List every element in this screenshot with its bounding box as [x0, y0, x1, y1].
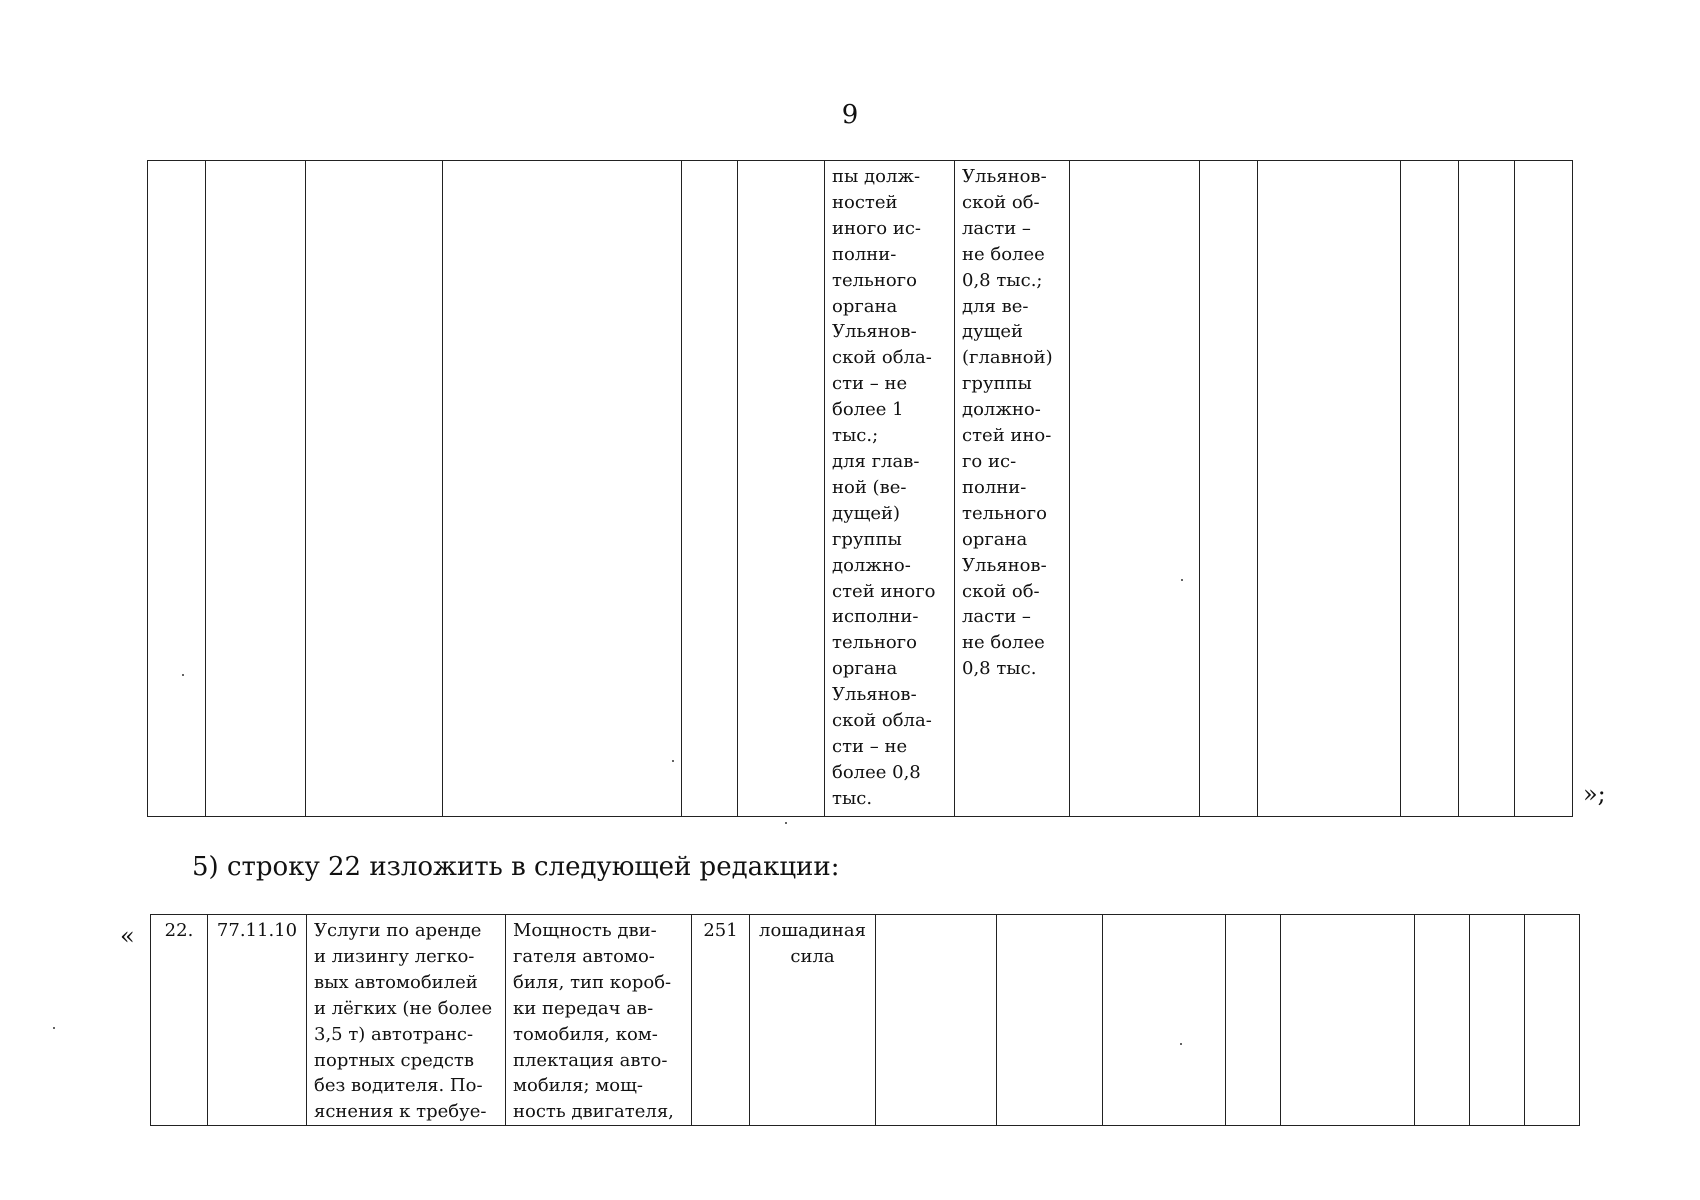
table-cell-region-limits: Ульянов- ской об- ласти – не более 0,8 тыс.; для ве- дущей (главной) группы должно- стей ино- го ис- полни- тельного органа Ульянов- ской об- ласти – не более 0,8 тыс. [955, 161, 1070, 817]
table-cell [206, 161, 306, 817]
table-row [151, 915, 1580, 1126]
table-cell [1258, 161, 1401, 817]
scan-speck [1180, 1043, 1182, 1045]
row-number-cell: 22. [151, 915, 208, 1126]
table-cell [1470, 915, 1525, 1126]
table-cell [1525, 915, 1580, 1126]
scan-speck [53, 1027, 55, 1029]
table-cell [1070, 161, 1200, 817]
table-cell [1415, 915, 1470, 1126]
characteristics-cell: Мощность дви- гателя автомо- биля, тип короб- ки передач ав- томобиля, ком- плектация авто- мобиля; мощ- ность двигателя, [506, 915, 692, 1126]
page-number: 9 [841, 100, 859, 130]
table-cell [1401, 161, 1459, 817]
scan-speck [182, 674, 184, 676]
service-name-cell: Услуги по аренде и лизингу легко- вых автомобилей и лёгких (не более 3,5 т) автотранс- портных средств без водителя. По- яснения к требуе- [307, 915, 506, 1126]
scan-speck [672, 760, 674, 762]
table-continuation [147, 160, 1573, 817]
table-cell-positions-limits: пы долж- ностей иного ис- полни- тельного органа Ульянов- ской обла- сти – не более 1 тыс.; для глав- ной (ве- дущей) группы должно- стей иного исполни- тельного органа Ульянов- ской обла- сти – не более 0,8 тыс. [825, 161, 955, 817]
opening-quote: « [120, 922, 135, 950]
table-cell [1459, 161, 1515, 817]
table-cell [1515, 161, 1573, 817]
amendment-instruction: 5) строку 22 изложить в следующей редакции: [192, 852, 840, 882]
table-cell [1200, 161, 1258, 817]
table-cell [997, 915, 1103, 1126]
table-cell [1103, 915, 1226, 1126]
scan-speck [1181, 579, 1183, 581]
scan-speck [785, 822, 787, 824]
table-cell [1226, 915, 1281, 1126]
unit-name-cell: лошадиная сила [750, 915, 876, 1126]
table-cell [738, 161, 825, 817]
table-cell [148, 161, 206, 817]
table-cell [306, 161, 443, 817]
closing-quote: »; [1583, 780, 1606, 808]
table-cell [443, 161, 682, 817]
table-row [148, 161, 1573, 817]
table-cell [682, 161, 738, 817]
table-row-22 [150, 914, 1580, 1126]
unit-code-cell: 251 [692, 915, 750, 1126]
okpd-code-cell: 77.11.10 [208, 915, 307, 1126]
table-cell [1281, 915, 1415, 1126]
table-cell [876, 915, 997, 1126]
